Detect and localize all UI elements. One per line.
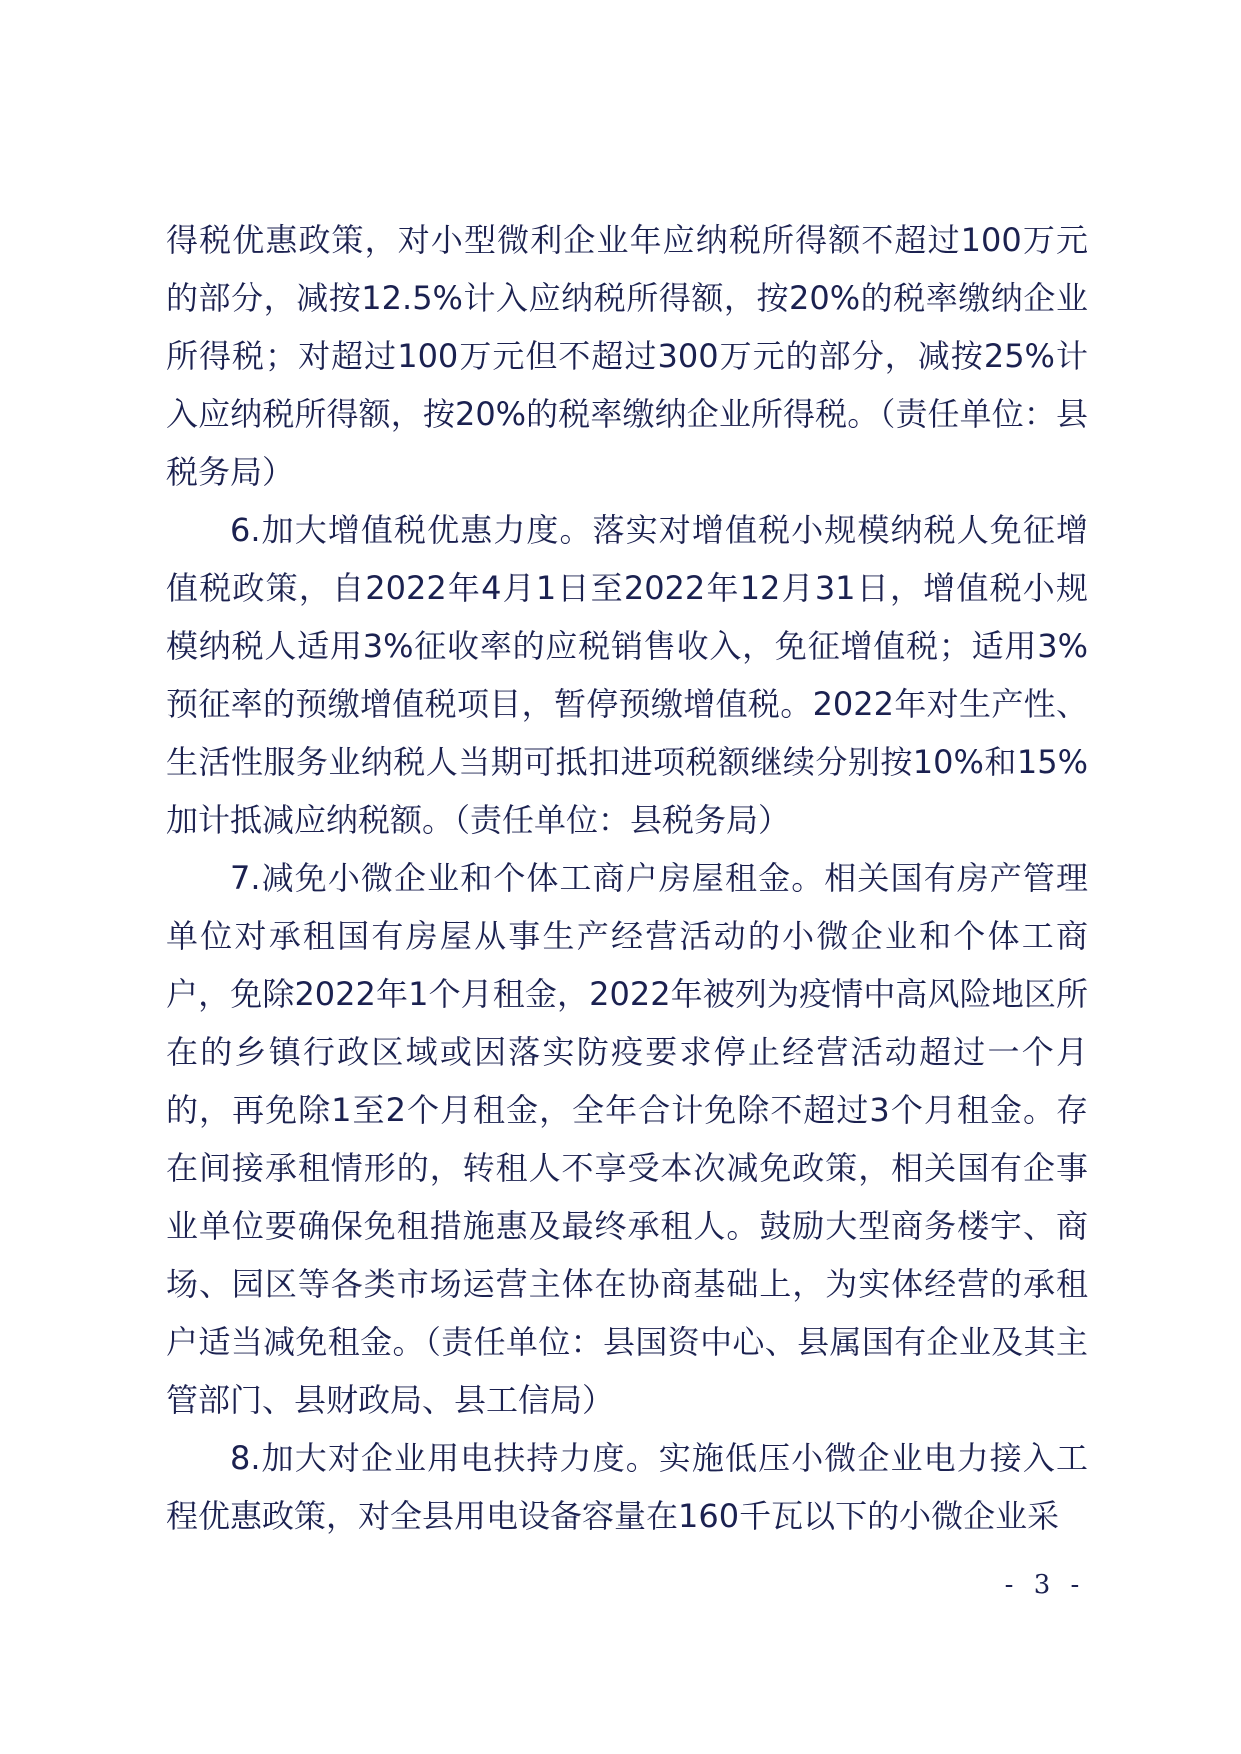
paragraph-item-6-vat: 6.加大增值税优惠力度。落实对增值税小规模纳税人免征增值税政策，自2022年4月1日至2022年12月31日，增值税小规模纳税人适用3%征收率的应税销售收入，免征增值税；适用3%预征率的预缴增值税项目，暂停预缴增值税。2022年对生产性、生活性服务业纳税人当期可抵扣进项税额继续分别按10%和15%加计抵减应纳税额。（责任单位：县税务局） [166, 511, 1088, 839]
paragraph-item-7-rent: 7.减免小微企业和个体工商户房屋租金。相关国有房产管理单位对承租国有房屋从事生产经营活动的小微企业和个体工商户，免除2022年1个月租金，2022年被列为疫情中高风险地区所在的乡镇行政区域或因落实防疫要求停止经营活动超过一个月的，再免除1至2个月租金，全年合计免除不超过3个月租金。存在间接承租情形的，转租人不享受本次减免政策，相关国有企事业单位要确保免租措施惠及最终承租人。鼓励大型商务楼宇、商场、园区等各类市场运营主体在协商基础上，为实体经营的承租户适当减免租金。（责任单位：县国资中心、县属国有企业及其主管部门、县财政局、县工信局） [166, 859, 1088, 1419]
page-number: - 3 - [1004, 1570, 1086, 1600]
paragraph-tax-continuation: 得税优惠政策，对小型微利企业年应纳税所得额不超过100万元的部分，减按12.5%计入应纳税所得额，按20%的税率缴纳企业所得税；对超过100万元但不超过300万元的部分，减按25%计入应纳税所得额，按20%的税率缴纳企业所得税。（责任单位：县税务局） [166, 221, 1088, 491]
document-body [166, 211, 1088, 1545]
paragraph-item-8-electricity: 8.加大对企业用电扶持力度。实施低压小微企业电力接入工程优惠政策，对全县用电设备容量在160千瓦以下的小微企业采 [166, 1439, 1088, 1535]
